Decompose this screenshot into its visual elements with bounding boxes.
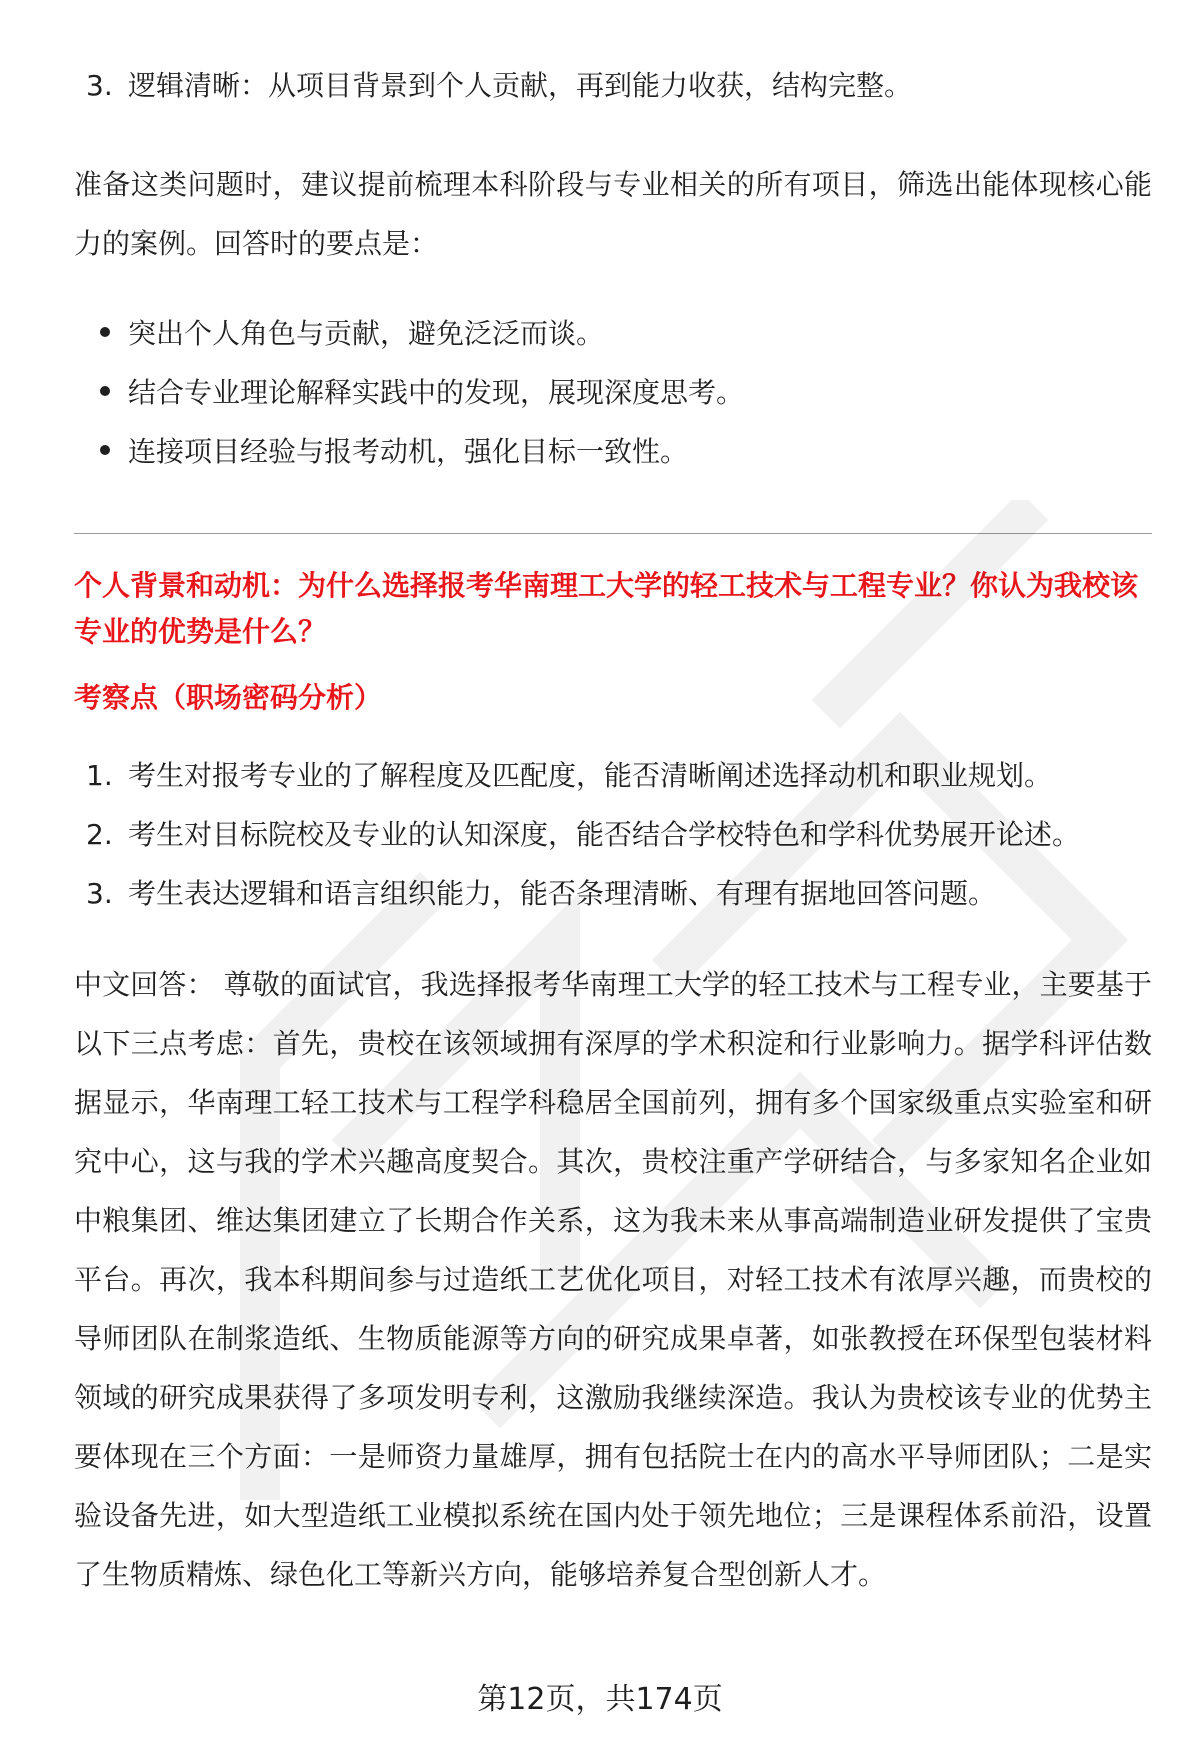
bullet-item bbox=[74, 314, 1152, 354]
list-text: 考生对目标院校及专业的认知深度，能否结合学校特色和学科优势展开论述。 bbox=[128, 818, 1081, 851]
page-footer: 第12页，共174页 bbox=[477, 1682, 723, 1717]
list-text: 逻辑清晰：从项目背景到个人贡献，再到能力收获，结构完整。 bbox=[128, 69, 913, 102]
list-text: 考生表达逻辑和语言组织能力，能否条理清晰、有理有据地回答问题。 bbox=[128, 877, 997, 910]
section-divider bbox=[74, 533, 1152, 534]
bullet-text: 突出个人角色与贡献，避免泛泛而谈。 bbox=[128, 317, 605, 350]
list-number: 2. bbox=[86, 818, 113, 851]
list-item bbox=[74, 756, 1152, 796]
list-item bbox=[74, 874, 1152, 914]
bullet-icon bbox=[100, 445, 110, 455]
list-item bbox=[74, 815, 1152, 855]
list-item bbox=[74, 66, 1152, 106]
bullet-item bbox=[74, 373, 1152, 413]
prep-paragraph: 准备这类问题时，建议提前梳理本科阶段与专业相关的所有项目，筛选出能体现核心能力的案例。回答时的要点是： bbox=[74, 168, 1152, 260]
analysis-heading: 考察点（职场密码分析） bbox=[74, 681, 383, 714]
list-number: 3. bbox=[86, 69, 113, 102]
list-number: 1. bbox=[86, 759, 113, 792]
bullet-icon bbox=[100, 327, 110, 337]
answer-paragraph: 中文回答： 尊敬的面试官，我选择报考华南理工大学的轻工技术与工程专业，主要基于以下三点考虑：首先，贵校在该领域拥有深厚的学术积淀和行业影响力。据学科评估数据显示，华南理工轻工技术与工程学科稳居全国前列，拥有多个国家级重点实验室和研究中心，这与我的学术兴趣高度契合。其次，贵校注重产学研结合，与多家知名企业如中粮集团、维达集团建立了长期合作关系，这为我未来从事高端制造业研发提供了宝贵平台。再次，我本科期间参与过造纸工艺优化项目，对轻工技术有浓厚兴趣，而贵校的导师团队在制浆造纸、生物质能源等方向的研究成果卓著，如张教授在环保型包装材料领域的研究成果获得了多项发明专利，这激励我继续深造。我认为贵校该专业的优势主要体现在三个方面：一是师资力量雄厚，拥有包括院士在内的高水平导师团队；二是实验设备先进，如大型造纸工业模拟系统在国内处于领先地位；三是课程体系前沿，设置了生物质精炼、绿色化工等新兴方向，能够培养复合型创新人才。 bbox=[74, 968, 1152, 1591]
bullet-icon bbox=[100, 386, 110, 396]
question-heading: 个人背景和动机：为什么选择报考华南理工大学的轻工技术与工程专业？你认为我校该专业的优势是什么？ bbox=[74, 569, 1139, 648]
bullet-item bbox=[74, 432, 1152, 472]
list-number: 3. bbox=[86, 877, 113, 910]
bullet-text: 连接项目经验与报考动机，强化目标一致性。 bbox=[128, 435, 689, 468]
bullet-text: 结合专业理论解释实践中的发现，展现深度思考。 bbox=[128, 376, 745, 409]
list-text: 考生对报考专业的了解程度及匹配度，能否清晰阐述选择动机和职业规划。 bbox=[128, 759, 1053, 792]
